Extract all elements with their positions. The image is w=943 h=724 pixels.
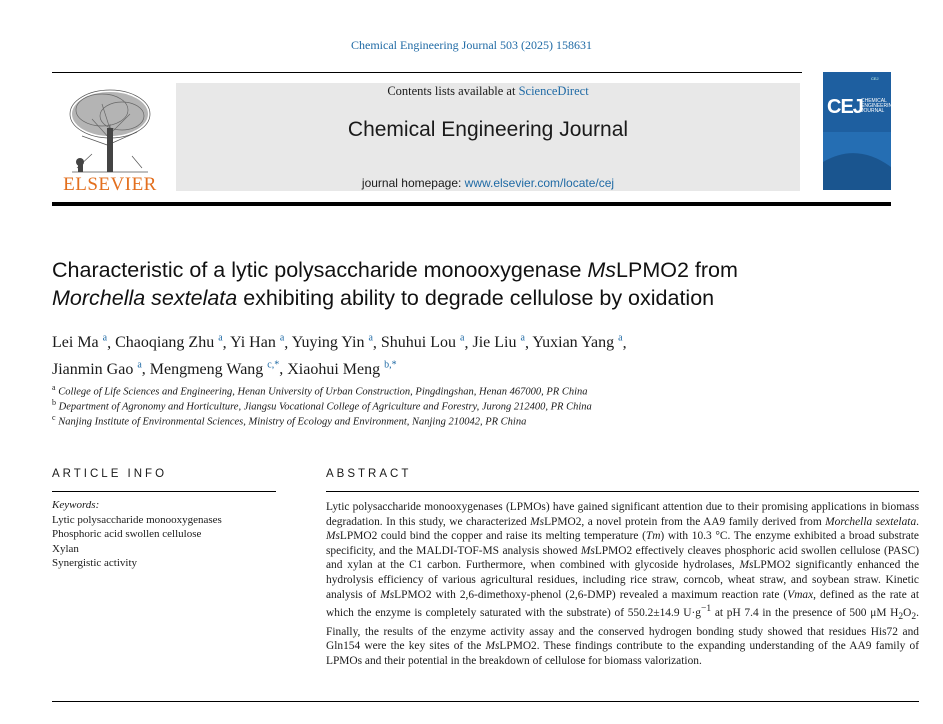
abstract-heading: ABSTRACT [326,468,412,480]
author-name[interactable]: Jie Liu $^a$ [472,333,525,352]
author-name[interactable]: Mengmeng Wang $^{c,*}$ [149,359,280,378]
header-top-rule [52,72,802,73]
journal-homepage-line [176,176,800,190]
keywords-block [52,498,276,571]
title-segment: Characteristic of a lytic polysaccharide monooxygenase [52,258,588,282]
keyword-item[interactable]: Xylan [52,542,79,555]
abstract-bottom-rule [52,701,919,702]
keywords-label: Keywords: [52,499,100,511]
journal-title[interactable]: Chemical Engineering Journal [347,118,629,141]
contents-line [176,84,800,99]
cover-name-line: JOURNAL [861,108,885,114]
affiliation-mark: a [52,383,56,392]
elsevier-wordmark: ELSEVIER [63,174,157,195]
author-affiliation-mark[interactable]: b,* [384,359,397,371]
homepage-prefix: journal homepage: [361,176,465,190]
author-affiliation-mark[interactable]: a [102,333,108,344]
author-name[interactable]: Chaoqiang Zhu $^a$ [115,333,223,352]
author-affiliation-mark[interactable]: a [368,333,373,344]
cover-journal-name [861,98,897,114]
article-info-heading: ARTICLE INFO [52,468,168,480]
header-bottom-rule [52,202,891,206]
affiliation-text: Department of Agronomy and Horticulture, Jiangsu Vocational College of Agriculture and Forestry, Jurong 212400, PR China [58,401,592,413]
author-name[interactable]: Shuhui Lou $^a$ [380,333,465,352]
cover-volume-text: CEJ [871,76,879,81]
title-segment: LPMO2 from [616,258,738,282]
keyword-item[interactable]: Phosphoric acid swollen cellulose [52,528,202,540]
author-affiliation-mark[interactable]: a [618,333,623,344]
author-name[interactable]: Yuying Yin $^a$ [291,333,373,352]
author-affiliation-mark[interactable]: a [460,333,465,344]
affiliation-text: College of Life Sciences and Engineering, Henan University of Urban Construction, Pingdingshan, Henan 467000, PR China [58,386,588,398]
cover-name-line: CHEMICAL [861,98,887,104]
affiliation-a [52,383,588,398]
homepage-link[interactable]: www.elsevier.com/locate/cej [464,176,615,190]
keyword-item[interactable]: Synergistic activity [52,557,138,569]
article-title [52,256,832,312]
article-info-rule [52,491,276,492]
title-segment: exhibiting ability to degrade cellulose by oxidation [237,286,715,310]
affiliation-mark: c [52,413,56,422]
author-affiliation-mark[interactable]: a [279,333,285,344]
sciencedirect-link[interactable]: ScienceDirect [518,84,589,98]
author-affiliation-mark[interactable]: a [218,333,223,344]
cover-logo: CEJ [827,96,863,118]
title-segment: Ms [587,258,617,282]
title-segment: Morchella sextelata [52,286,238,310]
abstract-rule [326,491,919,492]
affiliation-b [52,398,592,413]
author-affiliation-mark[interactable]: a [520,333,525,344]
author-name[interactable]: Jianmin Gao $^a$ [52,359,142,378]
journal-citation[interactable]: Chemical Engineering Journal 503 (2025) 158631 [351,38,592,52]
author-name[interactable]: Xiaohui Meng $^{b,*}$ [287,359,397,378]
affiliation-mark: b [52,398,56,407]
cover-name-line: ENGINEERING [861,103,897,109]
author-name[interactable]: Lei Ma $^a$ [52,333,108,352]
affiliation-text: Nanjing Institute of Environmental Sciences, Ministry of Ecology and Environment, Nanjing 210042, PR China [58,416,527,428]
contents-prefix: Contents lists available at [387,84,519,98]
keyword-item[interactable]: Lytic polysaccharide monooxygenases [52,513,222,526]
author-name[interactable]: Yuxian Yang $^a$ [532,333,623,352]
author-name[interactable]: Yi Han $^a$ [230,333,285,352]
author-list: Lei Ma $^a$, Chaoqiang Zhu $^a$, Yi Han $^a$, Yuying Yin $^a$, Shuhui Lou $^a$, Jie Liu $^a$, Yuxian Yang $^a$, Jianmin Gao $^a$, Mengmeng Wang $^{c,*}$, Xiaohui Meng $^{b,*}$ [52,333,627,378]
affiliation-c [52,413,526,428]
journal-cover-thumbnail[interactable] [823,72,897,190]
author-affiliation-mark[interactable]: c,* [267,359,280,371]
author-affiliation-mark[interactable]: a [137,359,142,371]
abstract-text: Lytic polysaccharide monooxygenases (LPMOs) have gained significant attention due to their promising applications in biomass degradation. In this study, we characterized MsLPMO2, a novel protein from the AA9 family derived from Morchella sextelata. MsLPMO2 could bind the copper and raise its melting temperature (Tm) with 10.3 °C. The enzyme exhibited a broad substrate specificity, and the MALDI-TOF-MS analysis showed MsLPMO2 effectively cleaves phosphoric acid swollen cellulose (PASC) and xylan at the C1 carbon. Furthermore, when combined with glycoside hydrolases, MsLPMO2 significantly enhanced the hydrolysis efficiency of various agricultural residues, including rice straw, corncob, wheat straw, and soybean straw. Kinetic analysis of MsLPMO2 with 2,6-dimethoxy-phenol (2,6-DMP) revealed a maximum reaction rate (Vmax, defined as the rate at which the enzyme is completely saturated with the substrate) of 550.2±14.9 $U\cdot g^{-1}$ at pH 7.4 in the presence of 500 μM $H_2O_2$. Finally, the results of the enzyme activity assay and the conserved hydrogen bonding study showed that residues His72 and Gln154 were the key sites of the MsLPMO2. These findings contribute to the expanding understanding of the AA9 family of LPMOs and their potential in the breakdown of cellulose for biomass valorization. [326,501,920,668]
